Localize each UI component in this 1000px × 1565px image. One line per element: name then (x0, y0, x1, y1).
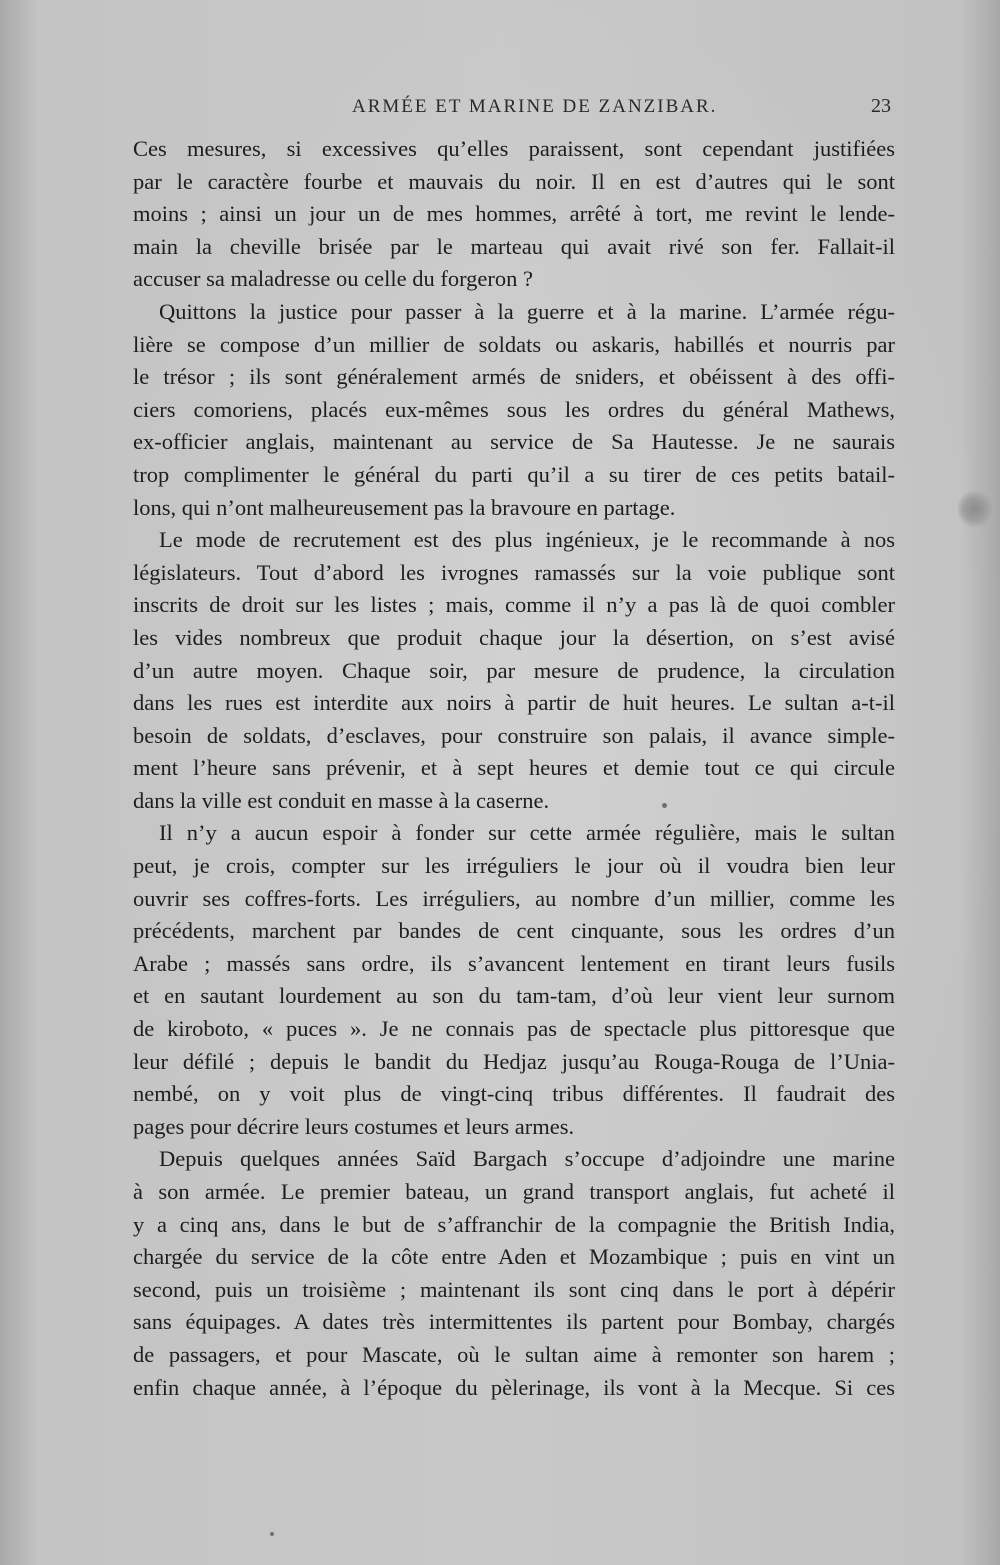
page-number: 23 (871, 95, 891, 117)
text-line: Ces mesures, si excessives qu’elles paraissent, sont cependant justifiées (133, 136, 895, 161)
text-line: ouvrir ses coffres-forts. Les irréguliers, au nombre d’un millier, comme les (133, 885, 895, 911)
text-line: ciers comoriens, placés eux-mêmes sous les ordres du général Mathews, (133, 396, 895, 422)
text-line: pages pour décrire leurs costumes et leurs armes. (133, 1113, 575, 1139)
text-line: inscrits de droit sur les listes ; mais, comme il n’y a pas là de quoi combler (133, 592, 895, 618)
text-line: accuser sa maladresse ou celle du forgeron ? (133, 266, 534, 292)
text-line: précédents, marchent par bandes de cent cinquante, sous les ordres d’un (133, 918, 895, 944)
text-line: ment l’heure sans prévenir, et à sept heures et demie tout ce qui circule (133, 755, 895, 781)
ink-blot (958, 490, 992, 528)
text-line: législateurs. Tout d’abord les ivrognes ramassés sur la voie publique sont (133, 559, 895, 585)
text-line: lons, qui n’ont malheureusement pas la bravoure en partage. (133, 494, 676, 520)
text-line: peut, je crois, compter sur les irréguliers le jour où il voudra bien leur (133, 853, 895, 879)
text-line: à son armée. Le premier bateau, un grand transport anglais, fut acheté il (133, 1179, 895, 1204)
paragraph-3 (133, 524, 895, 817)
text-line: par le caractère fourbe et mauvais du noir. Il en est d’autres qui le sont (133, 168, 895, 194)
paragraph-2 (133, 296, 895, 524)
paper-speck (270, 1532, 274, 1536)
text-line: ex-officier anglais, maintenant au service de Sa Hautesse. Je ne saurais (133, 429, 895, 455)
text-line: Depuis quelques années Saïd Bargach s’occupe d’adjoindre une marine (159, 1146, 895, 1172)
paragraph-4 (133, 817, 895, 1143)
text-line: les vides nombreux que produit chaque jour la désertion, on s’est avisé (133, 624, 895, 650)
text-line: nembé, on y voit plus de vingt-cinq tribus différentes. Il faudrait des (133, 1081, 895, 1107)
text-line: de kiroboto, « puces ». Je ne connais pas de spectacle plus pittoresque que (133, 1016, 895, 1042)
text-line: moins ; ainsi un jour un de mes hommes, arrêté à tort, me revint le lende- (133, 201, 895, 227)
text-line: trop complimenter le général du parti qu’il a su tirer de ces petits batail- (133, 461, 895, 487)
text-line: enfin chaque année, à l’époque du pèlerinage, ils vont à la Mecque. Si ces (133, 1374, 895, 1400)
paper-speck (662, 803, 667, 808)
text-line: leur défilé ; depuis le bandit du Hedjaz jusqu’au Rouga-Rouga de l’Unia- (133, 1048, 895, 1074)
text-line: de passagers, et pour Mascate, où le sultan aime à remonter son harem ; (133, 1341, 895, 1367)
text-line: Le mode de recrutement est des plus ingénieux, je le recommande à nos (159, 527, 895, 553)
text-line: second, puis un troisième ; maintenant ils sont cinq dans le port à dépérir (133, 1276, 895, 1302)
text-line: main la cheville brisée par le marteau qui avait rivé son fer. Fallait-il (133, 233, 895, 259)
body-text (133, 133, 895, 1404)
paragraph-5 (133, 1143, 895, 1404)
text-line: dans la ville est conduit en masse à la caserne. (133, 787, 550, 813)
running-head: ARMÉE ET MARINE DE ZANZIBAR. (352, 96, 718, 117)
text-line: lière se compose d’un millier de soldats ou askaris, habillés et nourris par (133, 331, 895, 357)
text-line: Il n’y a aucun espoir à fonder sur cette armée régulière, mais le sultan (159, 820, 895, 846)
text-line: dans les rues est interdite aux noirs à partir de huit heures. Le sultan a-t-il (133, 690, 895, 716)
text-line: Arabe ; massés sans ordre, ils s’avancent lentement en tirant leurs fusils (133, 950, 895, 976)
text-line: y a cinq ans, dans le but de s’affranchir de la compagnie the British India, (133, 1211, 895, 1237)
text-line: besoin de soldats, d’esclaves, pour construire son palais, il avance simple- (133, 722, 895, 748)
text-line: et en sautant lourdement au son du tam-tam, d’où leur vient leur surnom (133, 983, 895, 1009)
paragraph-1 (133, 133, 895, 296)
text-line: sans équipages. A dates très intermittentes ils partent pour Bombay, chargés (133, 1309, 895, 1335)
text-line: le trésor ; ils sont généralement armés de sniders, et obéissent à des offi- (133, 364, 895, 390)
text-line: d’un autre moyen. Chaque soir, par mesure de prudence, la circulation (133, 657, 895, 683)
text-line: Quittons la justice pour passer à la guerre et à la marine. L’armée régu- (159, 298, 895, 324)
text-line: chargée du service de la côte entre Aden et Mozambique ; puis en vint un (133, 1244, 895, 1270)
